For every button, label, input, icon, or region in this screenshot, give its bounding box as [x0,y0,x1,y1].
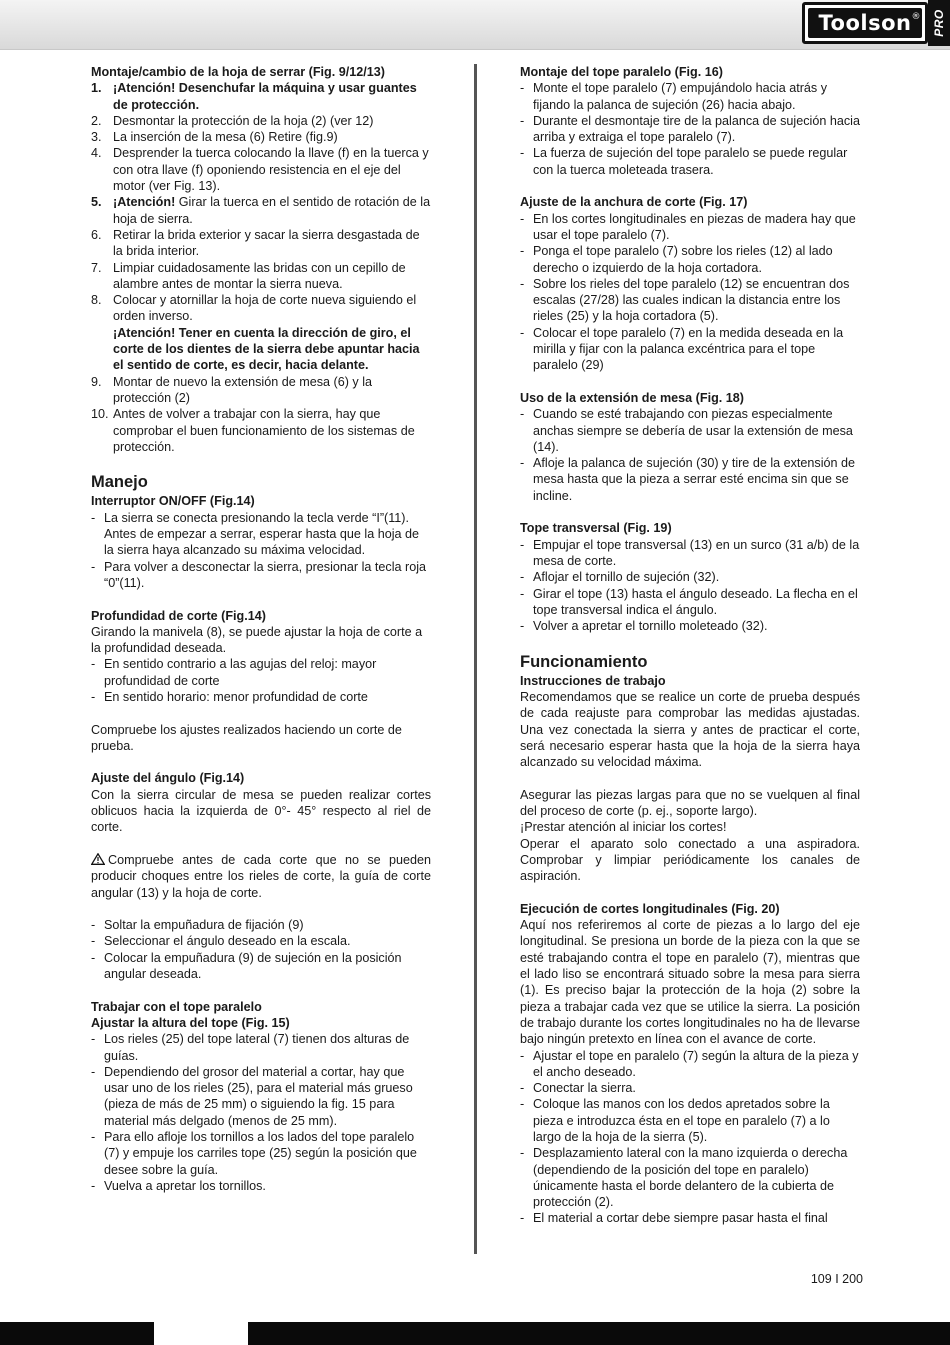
dash-item: - Seleccionar el ángulo deseado en la escala. [91,934,351,949]
list-item: 10. Antes de volver a trabajar con la sierra, hay que comprobar el buen funcionamiento de los sistemas de protección. [91,407,415,454]
dash-item: - La fuerza de sujeción del tope paralelo se puede regular con la tuerca moleteada trasera. [520,146,848,177]
footer-band-left [0,1322,154,1345]
subsection-title: Montaje del tope paralelo (Fig. 16) [520,65,723,79]
paragraph: Operar el aparato solo conectado a una aspiradora. Comprobar y limpiar periódicamente los canales de aspiración. [520,836,860,884]
warning-paragraph: Compruebe antes de cada corte que no se pueden producir choques entre los rieles de corte, la guía de corte angular (13) y la hoja de corte. [91,852,431,900]
dash-item: - En sentido horario: menor profundidad de corte [91,689,368,704]
dash-item: - Ponga el tope paralelo (7) sobre los rieles (12) al lado derecho o izquierdo de la hoja cortadora. [520,244,833,275]
paragraph: Compruebe los ajustes realizados haciendo un corte de prueba. [91,722,402,753]
section-heading: Funcionamiento [520,652,648,671]
subsection-title: Ajustar la altura del tope (Fig. 15) [91,1015,290,1030]
warning-triangle-icon [91,853,105,865]
dash-item: - Empujar el tope transversal (13) en un surco (31 a/b) de la mesa de corte. [520,537,860,568]
subsection-title: Instrucciones de trabajo [520,673,666,688]
dash-item: - Afloje la palanca de sujeción (30) y tire de la extensión de mesa hasta que la pieza a serrar esté encima sin que se incline. [520,456,856,503]
subsection-title: Ejecución de cortes longitudinales (Fig. 20) [520,901,780,916]
dash-item: - Los rieles (25) del tope lateral (7) tienen dos alturas de guías. [91,1032,410,1063]
dash-item: - En sentido contrario a las agujas del reloj: mayor profundidad de corte [91,657,377,688]
dash-item: - Para volver a desconectar la sierra, presionar la tecla roja “0”(11). [91,559,426,590]
footer-band-right [248,1322,950,1345]
list-item: 9. Montar de nuevo la extensión de mesa (6) y la protección (2) [91,374,373,405]
dash-item: - Monte el tope paralelo (7) empujándolo hacia atrás y fijando la palanca de sujeción (26) hacia abajo. [520,81,828,112]
dash-item: - Aflojar el tornillo de sujeción (32). [520,570,720,585]
dash-item: - El material a cortar debe siempre pasar hasta el final [520,1211,828,1226]
list-item: 2. Desmontar la protección de la hoja (2) (ver 12) [91,113,374,128]
dash-item: - Girar el tope (13) hasta el ángulo deseado. La flecha en el tope transversal indica el ángulo. [520,586,858,617]
dash-item: - Vuelva a apretar los tornillos. [91,1178,266,1193]
subsection-title: Tope transversal (Fig. 19) [520,521,672,536]
subsection-title: Ajuste de la anchura de corte (Fig. 17) [520,195,748,210]
header-band [0,0,950,50]
list-item: 6. Retirar la brida exterior y sacar la sierra desgastada de la brida interior. [91,227,420,259]
subsection-title: Uso de la extensión de mesa (Fig. 18) [520,390,744,405]
list-item: 4. Desprender la tuerca colocando la llave (f) en la tuerca y con otra llave (f) oponiendo resistencia en el eje del motor (ver Fig. 13). [91,146,429,194]
dash-item: - Durante el desmontaje tire de la palanca de sujeción hacia arriba y extraiga el tope paralelo (7). [520,113,860,145]
logo-text: Toolson [818,11,912,35]
paragraph: Girando la manivela (8), se puede ajustar la hoja de corte a la profundidad deseada. [91,624,423,656]
dash-item: - Dependiendo del grosor del material a cortar, hay que usar uno de los rieles (25), para el material más grueso (pieza de más de 25 mm) o siguiendo la fig. 15 para material más delgado (menos de 25 mm). [91,1064,413,1128]
subsection-title: Profundidad de corte (Fig.14) [91,608,266,623]
dash-item: - Volver a apretar el tornillo moleteado (32). [520,619,768,634]
dash-item: - Colocar la empuñadura (9) de sujeción en la posición angular deseada. [91,950,402,982]
subsection-title: Ajuste del ángulo (Fig.14) [91,771,245,786]
paragraph: Aquí nos referiremos al corte de piezas a lo largo del eje longitudinal. Se presiona un borde de la pieza con la que se esté trabajando contra el tope en paralelo (7), mientras que el lado liso se encontrará situado sobre la mesa para sierra (1). Es preciso bajar la protección de la hoja (2) sobre la pieza a trabajar cada vez que se utilice la sierra. La posición de trabajo durante los cortes longitudinales no ha de llevarse bajo ningún pretexto en línea con el avance de corte. [520,918,860,1047]
section-title: Montaje/cambio de la hoja de serrar (Fig. 9/12/13) [91,65,385,79]
dash-item: - Para ello afloje los tornillos a los lados del tope paralelo (7) y empuje los carriles tope (25) según la posición que desee sobre la guía. [91,1130,417,1177]
paragraph: Con la sierra circular de mesa se pueden realizar cortes oblicuos hacia la izquierda de 0°- 45° respecto al riel de corte. [91,787,431,835]
dash-item: - Desplazamiento lateral con la mano izquierda o derecha (dependiendo de la posición del tope en paralelo) únicamente hasta el borde delantero de la cubierta de protección (2). [520,1146,848,1210]
page-number: 109 I 200 [810,1272,863,1286]
column-divider [474,64,477,1254]
dash-item: - Colocar el tope paralelo (7) en la medida deseada en la mirilla y fijar con la palanca excéntrica para el tope paralelo (29) [520,325,844,373]
paragraph: Recomendamos que se realice un corte de prueba después de cada reajuste para comprobar las medidas ajustadas. Una vez conectada la sierra y antes de practicar el corte, será necesario esperar hasta que la hoja de la sierra haya alcanzado su velocidad máxima. [520,689,860,770]
list-item: 5. ¡Atención! Girar la tuerca en el sentido de rotación de la hoja de sierra. [91,195,431,226]
subsection-title: Trabajar con el tope paralelo [91,999,262,1014]
subsection-title: Interruptor ON/OFF (Fig.14) [91,494,255,509]
dash-item: - La sierra se conecta presionando la tecla verde “I”(11). Antes de empezar a serrar, esperar hasta que la hoja de la sierra haya alcanzado su máxima velocidad. [91,510,420,558]
paragraph: Asegurar las piezas largas para que no se vuelquen al final del proceso de corte (p. ej., soporte largo). [520,787,860,819]
dash-item: - En los cortes longitudinales en piezas de madera hay que usar el tope paralelo (7). [520,211,856,242]
dash-item: - Coloque las manos con los dedos apretados sobre la pieza e introduzca ésta en el tope en paralelo (7) a lo largo de la hoja de la sierra (5). [520,1097,830,1144]
list-item: 8. Colocar y atornillar la hoja de corte nueva siguiendo el orden inverso. [91,293,417,324]
section-heading: Manejo [91,473,148,492]
dash-item: - Ajustar el tope en paralelo (7) según la altura de la pieza y el ancho deseado. [520,1048,859,1079]
warning-note: ¡Atención! Tener en cuenta la dirección de giro, el corte de los dientes de la sierra debe apuntar hacia el sentido de corte, es decir, hacia delante. [113,325,420,373]
dash-item: - Conectar la sierra. [520,1081,636,1096]
brand-logo [802,2,928,44]
dash-item: - Sobre los rieles del tope paralelo (12) se encuentran dos escalas (27/28) las cuales indican la distancia entre los rieles (25) y la hoja cortadora (5). [520,276,850,324]
dash-item: - Cuando se esté trabajando con piezas especialmente anchas siempre se debería de usar la extensión de mesa (14). [520,407,853,454]
paragraph: ¡Prestar atención al iniciar los cortes! [520,820,727,835]
list-item: 1. ¡Atención! Desenchufar la máquina y usar guantes de protección. [91,81,417,112]
dash-item: - Soltar la empuñadura de fijación (9) [91,918,304,933]
registered-mark: ® [911,12,921,22]
left-column [91,64,431,1194]
right-column [520,64,860,1227]
list-item: 3. La inserción de la mesa (6) Retire (fig.9) [91,130,338,145]
pro-tab [928,0,950,46]
list-item: 7. Limpiar cuidadosamente las bridas con un cepillo de alambre antes de montar la sierra nueva. [91,260,406,291]
pro-label: PRO [932,9,946,37]
